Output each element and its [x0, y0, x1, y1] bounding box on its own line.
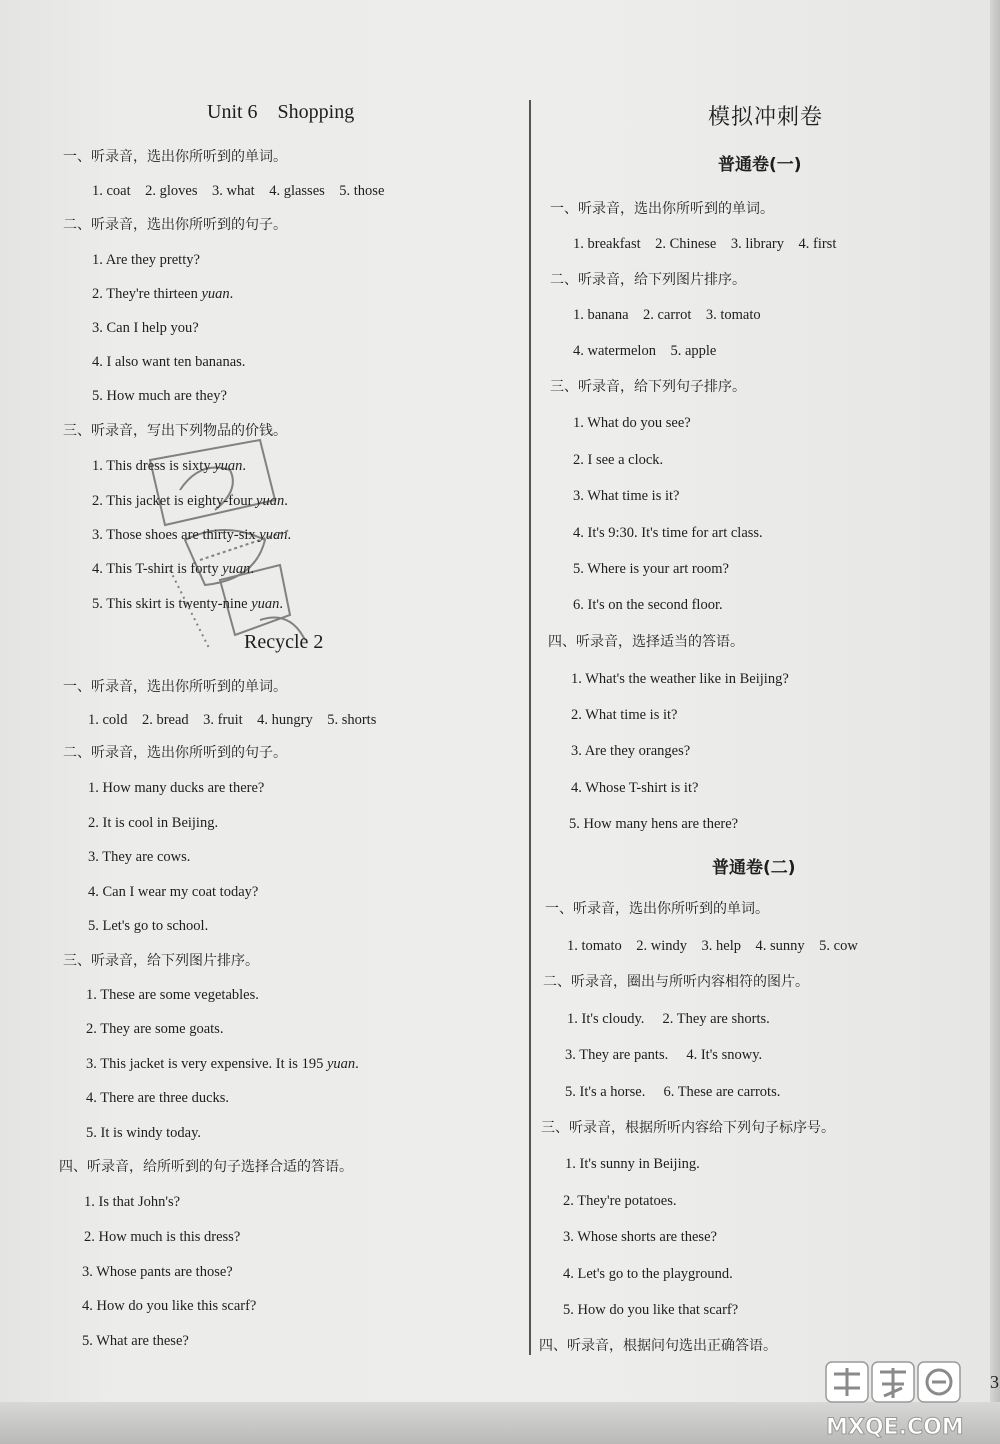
list-item: 3. What time is it? [573, 488, 680, 504]
list-item: 1. Is that John's? [84, 1194, 181, 1210]
paper2-section-4-heading: 四、听录音，根据问句选出正确答语。 [539, 1338, 777, 1354]
list-item: 1. It's cloudy. 2. They are shorts. [567, 1011, 770, 1027]
paper1-section-2-line2: 4. watermelon 5. apple [573, 343, 717, 359]
list-item: 4. It's 9:30. It's time for art class. [573, 525, 763, 541]
list-item: 1. It's sunny in Beijing. [565, 1156, 700, 1172]
site-watermark-logo [820, 1356, 995, 1444]
paper1-section-1-words: 1. breakfast 2. Chinese 3. library 4. first [573, 236, 837, 252]
list-item: 4. Can I wear my coat today? [88, 884, 259, 900]
list-item: 2. How much is this dress? [84, 1229, 241, 1245]
list-item: 6. It's on the second floor. [573, 597, 723, 613]
recycle2-section-4-heading: 四、听录音，给所听到的句子选择合适的答语。 [59, 1159, 353, 1175]
column-divider [529, 100, 531, 1355]
paper1-section-4-heading: 四、听录音，选择适当的答语。 [548, 634, 744, 650]
paper1-section-2-line1: 1. banana 2. carrot 3. tomato [573, 307, 761, 323]
paper1-section-3-heading: 三、听录音，给下列句子排序。 [550, 379, 746, 395]
list-item: 2. I see a clock. [573, 452, 664, 468]
period: . [279, 596, 284, 612]
unit6-title: Unit 6 Shopping [207, 101, 355, 123]
list-item-text: 3. This jacket is very expensive. It is 195 [86, 1056, 324, 1072]
list-item: 5. It is windy today. [86, 1125, 202, 1141]
list-item: 5. What are these? [82, 1333, 189, 1349]
list-item: 5. How much are they? [92, 388, 227, 404]
yuan-italic: yuan [214, 458, 243, 474]
list-item: 1. These are some vegetables. [86, 987, 259, 1003]
paper1-title: 普通卷(一) [718, 155, 802, 175]
page-number: 3 [990, 1372, 999, 1392]
list-item: 5. Let's go to school. [88, 918, 209, 934]
list-item: 5. How many hens are there? [569, 816, 739, 832]
recycle2-title: Recycle 2 [244, 631, 324, 653]
list-item-text: 2. They're thirteen [92, 286, 198, 302]
list-item: 2. What time is it? [571, 707, 678, 723]
unit6-section-2-heading: 二、听录音，选出你所听到的句子。 [63, 217, 287, 233]
list-item: 1. What do you see? [573, 415, 691, 431]
list-item: 5. How do you like that scarf? [563, 1302, 739, 1318]
yuan-italic: yuan [201, 286, 230, 302]
list-item [86, 1055, 359, 1073]
list-item: 3. Whose pants are those? [82, 1264, 233, 1280]
paper1-section-2-heading: 二、听录音，给下列图片排序。 [550, 272, 746, 288]
list-item: 5. Where is your art room? [573, 561, 729, 577]
recycle2-section-1-heading: 一、听录音，选出你所听到的单词。 [63, 679, 287, 695]
list-item: 1. Are they pretty? [92, 252, 200, 268]
yuan-italic: yuan [251, 596, 280, 612]
period: . [229, 286, 234, 302]
unit6-section-1-heading: 一、听录音，选出你所听到的单词。 [63, 149, 287, 165]
yuan-italic: yuan [259, 527, 288, 543]
paper2-section-3-heading: 三、听录音，根据所听内容给下列句子标序号。 [541, 1120, 835, 1136]
period: . [287, 527, 292, 543]
list-item: 3. They are cows. [88, 849, 191, 865]
period: . [242, 458, 247, 474]
list-item: 4. I also want ten bananas. [92, 354, 246, 370]
list-item: 4. Let's go to the playground. [563, 1266, 733, 1282]
list-item-text: 2. This jacket is eighty-four [92, 493, 253, 509]
paper2-section-2-heading: 二、听录音，圈出与所听内容相符的图片。 [543, 974, 809, 990]
yuan-italic: yuan [326, 1056, 356, 1072]
list-item: 3. Whose shorts are these? [563, 1229, 717, 1245]
list-item: 3. Are they oranges? [571, 743, 691, 759]
list-item: 5. It's a horse. 6. These are carrots. [565, 1084, 781, 1100]
recycle2-section-3-heading: 三、听录音，给下列图片排序。 [63, 953, 259, 969]
unit6-section-1-words: 1. coat 2. gloves 3. what 4. glasses 5. those [92, 183, 385, 199]
period: . [284, 493, 288, 509]
list-item: 4. There are three ducks. [86, 1090, 230, 1106]
unit6-section-3-heading: 三、听录音，写出下列物品的价钱。 [63, 423, 287, 439]
yuan-italic: yuan [222, 561, 251, 577]
list-item: 4. Whose T-shirt is it? [571, 780, 699, 796]
paper2-section-1-heading: 一、听录音，选出你所听到的单词。 [545, 901, 769, 917]
list-item: 4. How do you like this scarf? [82, 1298, 257, 1314]
paper2-title: 普通卷(二) [712, 858, 796, 878]
list-item: 2. They are some goats. [86, 1021, 224, 1037]
list-item-text: 1. This dress is sixty [92, 458, 211, 474]
list-item: 1. What's the weather like in Beijing? [571, 671, 789, 687]
list-item: 1. How many ducks are there? [88, 780, 265, 796]
recycle2-section-1-words: 1. cold 2. bread 3. fruit 4. hungry 5. shorts [88, 712, 377, 728]
page-edge-shadow [990, 0, 1000, 1444]
recycle2-section-2-heading: 二、听录音，选出你所听到的句子。 [63, 745, 287, 761]
period: . [250, 561, 255, 577]
list-item-text: 4. This T-shirt is forty [92, 561, 219, 577]
list-item: 2. It is cool in Beijing. [88, 815, 219, 831]
ink-stamp [140, 430, 350, 660]
list-item [92, 285, 233, 303]
list-item: 3. They are pants. 4. It's snowy. [565, 1047, 763, 1063]
list-item-text: 3. Those shoes are thirty-six [92, 527, 256, 543]
list-item: 3. Can I help you? [92, 320, 199, 336]
yuan-italic: yuan [256, 493, 285, 509]
period: . [355, 1056, 359, 1072]
paper2-section-1-words: 1. tomato 2. windy 3. help 4. sunny 5. cow [567, 938, 858, 954]
list-item-text: 5. This skirt is twenty-nine [92, 596, 248, 612]
mock-test-title: 模拟冲刺卷 [708, 105, 824, 130]
svg-text:MXQE.COM: MXQE.COM [826, 1415, 964, 1440]
paper1-section-1-heading: 一、听录音，选出你所听到的单词。 [550, 201, 774, 217]
list-item: 2. They're potatoes. [563, 1193, 677, 1209]
